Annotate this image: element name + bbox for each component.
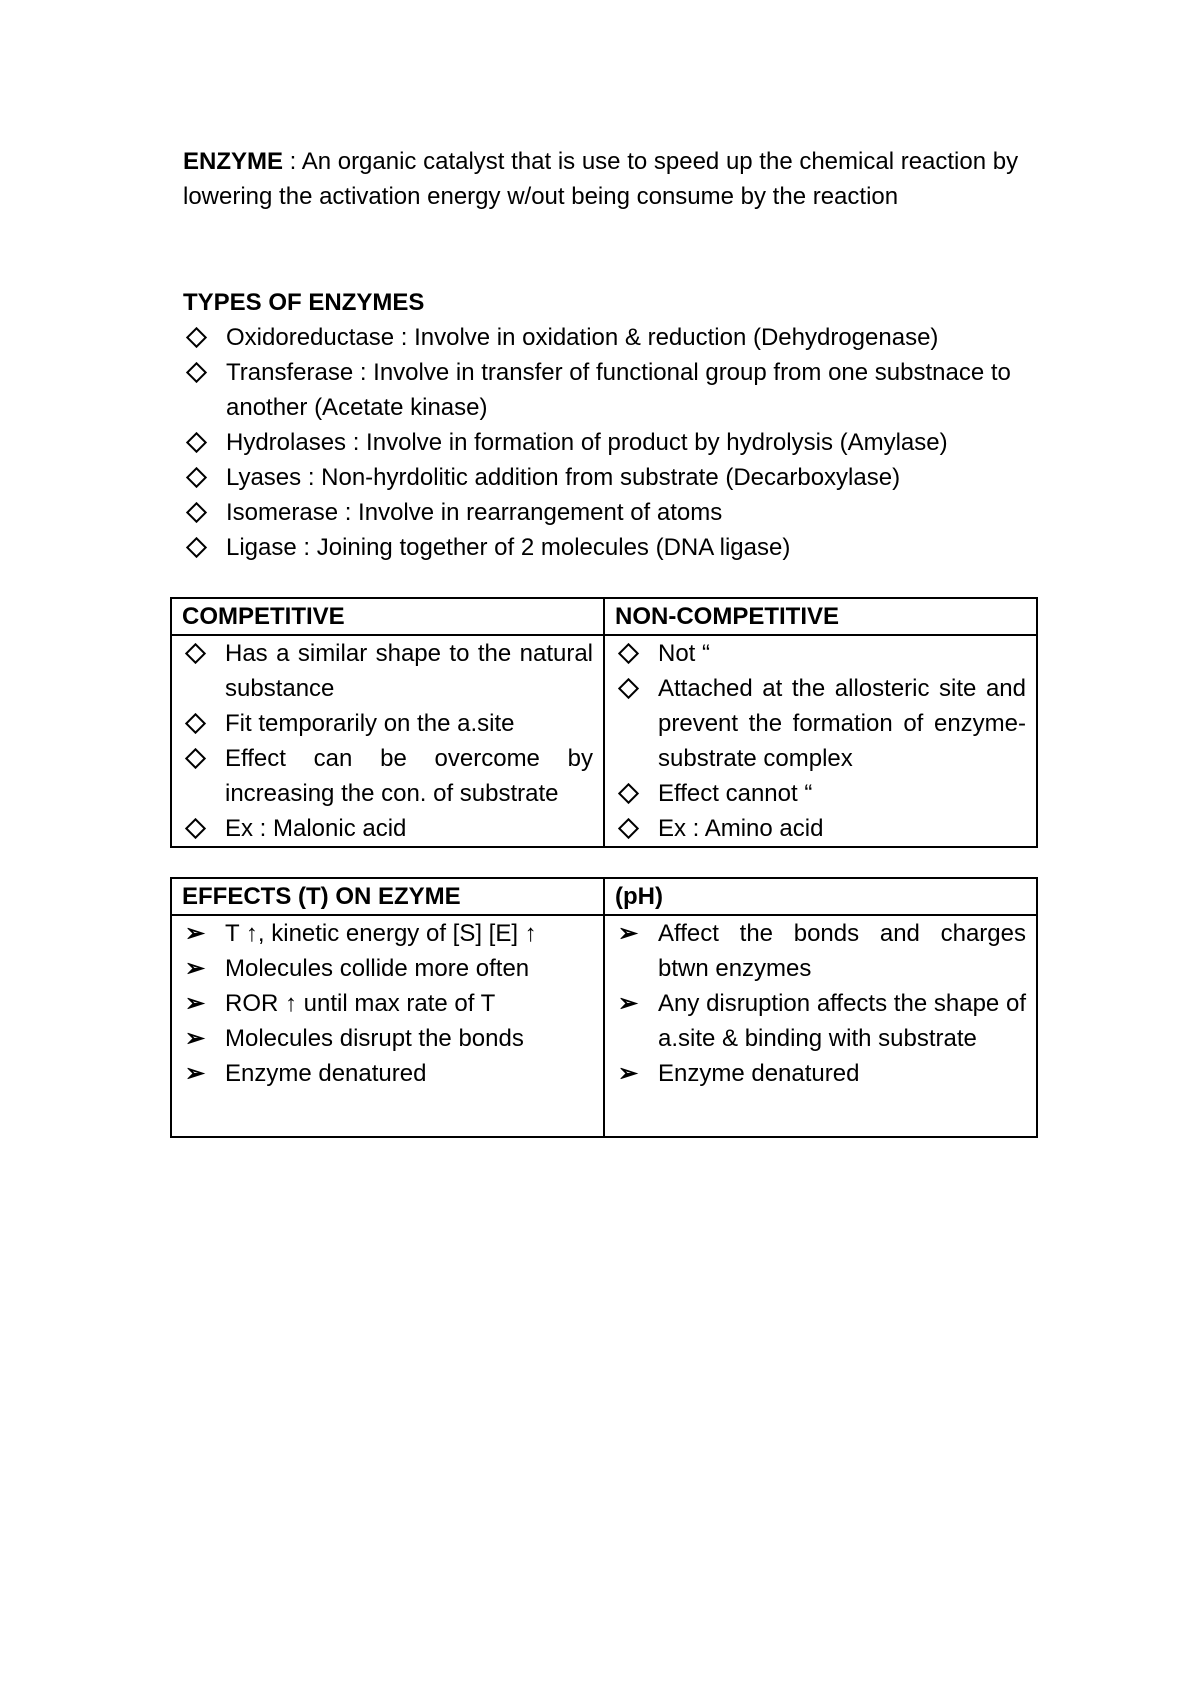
arrow-bullet-icon: ➢	[184, 920, 206, 947]
list-item: Ex : Amino acid	[615, 811, 1026, 846]
list-item: ➢ Enzyme denatured	[615, 1056, 1026, 1091]
list-item: Oxidoreductase : Involve in oxidation & reduction (Dehydrogenase)	[183, 320, 1043, 355]
table-row	[171, 915, 1037, 1137]
list-item: Attached at the allosteric site and prevent the formation of enzyme-substrate complex	[615, 671, 1026, 776]
list-item: ➢ ROR ↑ until max rate of T	[182, 986, 593, 1021]
list-item: Transferase : Involve in transfer of functional group from one substnace to another (Acetate kinase)	[183, 355, 1043, 425]
temperature-header: EFFECTS (T) ON EZYME	[171, 878, 604, 915]
arrow-bullet-icon: ➢	[617, 990, 639, 1017]
list-item: Not “	[615, 636, 1026, 671]
arrow-bullet-icon: ➢	[184, 1025, 206, 1052]
diamond-bullet-icon	[615, 671, 641, 706]
list-item: Fit temporarily on the a.site	[182, 706, 593, 741]
diamond-bullet-icon	[615, 636, 641, 671]
temperature-cell	[171, 915, 604, 1137]
diamond-bullet-icon	[183, 495, 209, 530]
arrow-bullet-icon: ➢	[617, 1060, 639, 1087]
list-item: Ligase : Joining together of 2 molecules (DNA ligase)	[183, 530, 1043, 565]
types-heading: TYPES OF ENZYMES	[183, 289, 425, 316]
diamond-bullet-icon	[182, 741, 208, 776]
diamond-bullet-icon	[615, 811, 641, 846]
diamond-bullet-icon	[182, 706, 208, 741]
list-item: Effect can be overcome by increasing the con. of substrate	[182, 741, 593, 811]
arrow-bullet-icon: ➢	[184, 1060, 206, 1087]
diamond-bullet-icon	[183, 425, 209, 460]
effects-table	[170, 877, 1038, 1138]
diamond-bullet-icon	[183, 355, 209, 390]
ph-header: (pH)	[604, 878, 1037, 915]
arrow-bullet-icon: ➢	[184, 990, 206, 1017]
list-item: ➢ T ↑, kinetic energy of [S] [E] ↑	[182, 916, 593, 951]
non-competitive-cell	[604, 635, 1037, 847]
competitive-header: COMPETITIVE	[171, 598, 604, 635]
table-row	[171, 635, 1037, 847]
non-competitive-header: NON-COMPETITIVE	[604, 598, 1037, 635]
list-item: Effect cannot “	[615, 776, 1026, 811]
types-list	[183, 320, 1043, 565]
arrow-bullet-icon: ➢	[184, 955, 206, 982]
definition-text: : An organic catalyst that is use to speed up the chemical reaction by lowering the activation energy w/out being consume by the reaction	[183, 148, 1019, 210]
list-item: Isomerase : Involve in rearrangement of atoms	[183, 495, 1043, 530]
arrow-bullet-icon: ➢	[617, 920, 639, 947]
list-item: ➢ Enzyme denatured	[182, 1056, 593, 1091]
diamond-bullet-icon	[615, 776, 641, 811]
list-item: Ex : Malonic acid	[182, 811, 593, 846]
enzyme-definition	[183, 144, 1043, 214]
list-item: ➢ Affect the bonds and charges btwn enzymes	[615, 916, 1026, 986]
competitive-cell	[171, 635, 604, 847]
list-item: ➢ Molecules collide more often	[182, 951, 593, 986]
diamond-bullet-icon	[182, 811, 208, 846]
table-header-row	[171, 878, 1037, 915]
list-item: Hydrolases : Involve in formation of product by hydrolysis (Amylase)	[183, 425, 1043, 460]
ph-cell	[604, 915, 1037, 1137]
diamond-bullet-icon	[182, 636, 208, 671]
list-item: Has a similar shape to the natural substance	[182, 636, 593, 706]
inhibition-table	[170, 597, 1038, 848]
diamond-bullet-icon	[183, 530, 209, 565]
list-item: ➢ Any disruption affects the shape of a.site & binding with substrate	[615, 986, 1026, 1056]
table-header-row	[171, 598, 1037, 635]
diamond-bullet-icon	[183, 320, 209, 355]
definition-term: ENZYME	[183, 148, 284, 175]
list-item: Lyases : Non-hyrdolitic addition from substrate (Decarboxylase)	[183, 460, 1043, 495]
list-item: ➢ Molecules disrupt the bonds	[182, 1021, 593, 1056]
diamond-bullet-icon	[183, 460, 209, 495]
